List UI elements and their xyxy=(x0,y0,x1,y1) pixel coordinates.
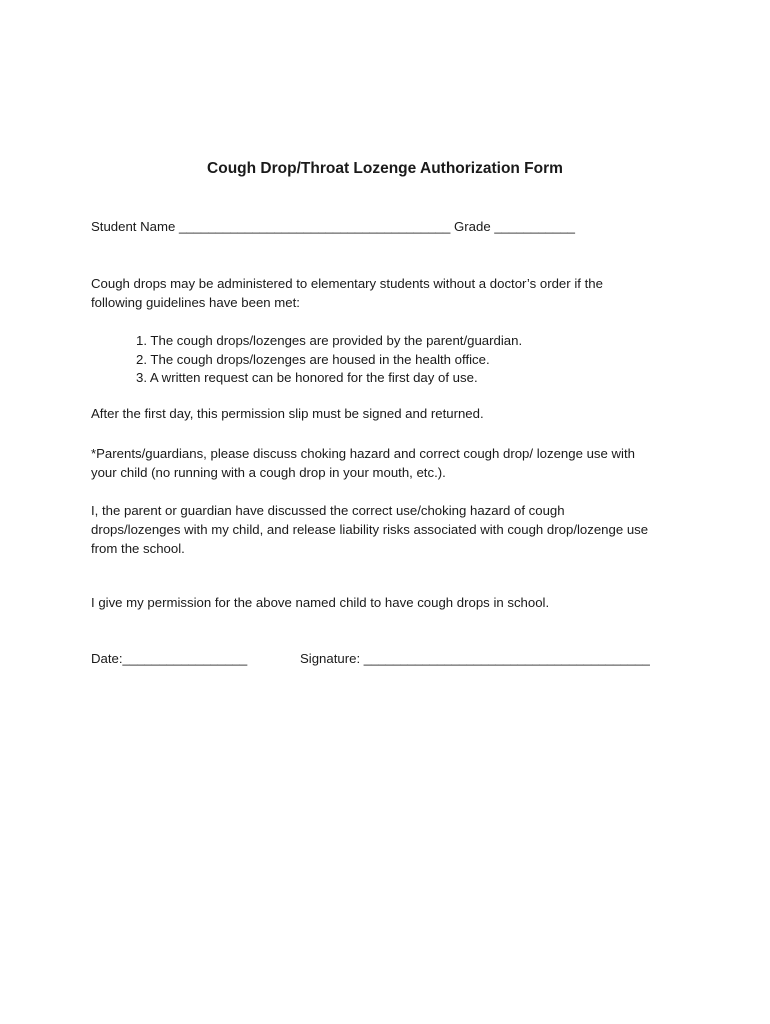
release-line-2: drops/lozenges with my child, and release liability risks associated with cough drop/lozenge use xyxy=(91,522,649,537)
student-name-grade-line: Student Name _____________________________________ Grade ___________ xyxy=(91,219,575,234)
permission-statement: I give my permission for the above named child to have cough drops in school. xyxy=(91,595,550,610)
parents-note-line-2: your child (no running with a cough drop in your mouth, etc.). xyxy=(91,465,446,480)
release-line-1: I, the parent or guardian have discussed the correct use/choking hazard of cough xyxy=(91,503,565,518)
guideline-item: 2. The cough drops/lozenges are housed in the health office. xyxy=(136,351,490,367)
form-title: Cough Drop/Throat Lozenge Authorization Form xyxy=(207,160,563,177)
release-line-3: from the school. xyxy=(91,541,185,556)
date-field: Date:_________________ xyxy=(91,651,248,666)
after-first-day-text: After the first day, this permission slip must be signed and returned. xyxy=(91,406,484,421)
release-paragraph xyxy=(91,501,691,558)
parents-note-paragraph xyxy=(91,444,691,482)
guideline-item: 1. The cough drops/lozenges are provided by the parent/guardian. xyxy=(136,333,523,348)
guidelines-list xyxy=(136,332,522,388)
intro-paragraph xyxy=(91,274,691,312)
parents-note-line-1: *Parents/guardians, please discuss choking hazard and correct cough drop/ lozenge use with xyxy=(91,446,635,461)
intro-line-2: following guidelines have been met: xyxy=(91,295,300,310)
intro-line-1: Cough drops may be administered to elementary students without a doctor’s order if the xyxy=(91,276,603,291)
signature-field: Signature: _______________________________________ xyxy=(300,651,650,666)
guideline-item: 3. A written request can be honored for the first day of use. xyxy=(136,370,478,385)
